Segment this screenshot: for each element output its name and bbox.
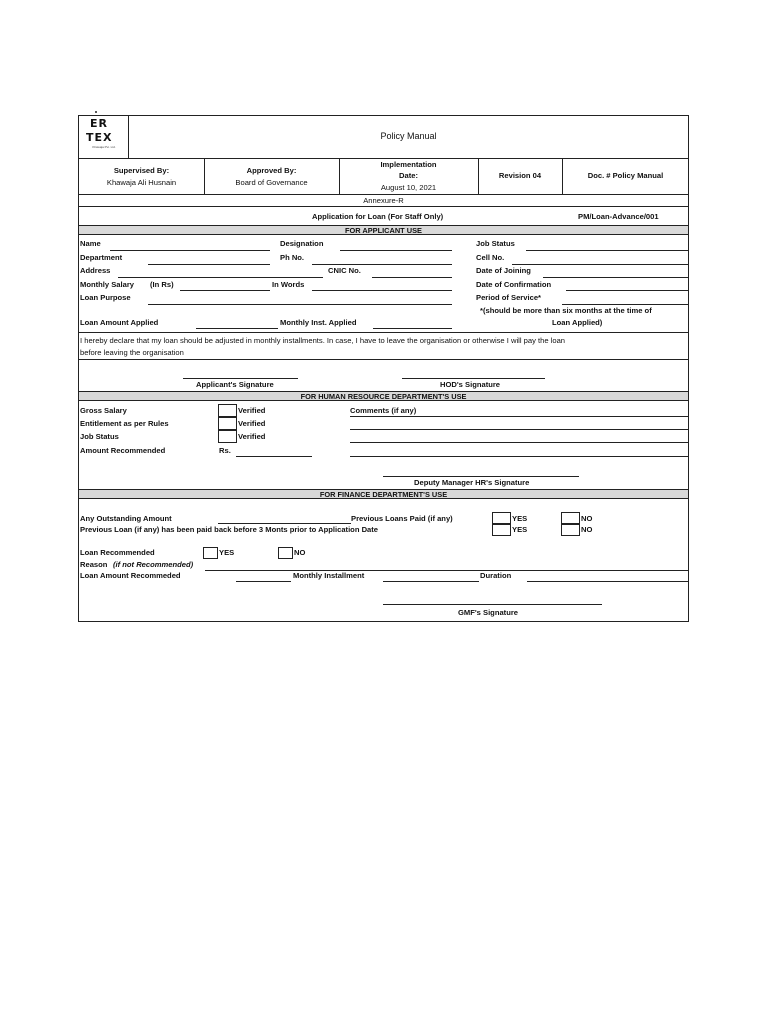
annexure: Annexure-R bbox=[363, 196, 404, 205]
loan-recommended-no-checkbox[interactable] bbox=[278, 547, 293, 559]
any-outstanding-label: Any Outstanding Amount bbox=[80, 514, 172, 523]
verified-label-1: Verified bbox=[238, 406, 266, 415]
loan-amount-recommended-field[interactable] bbox=[236, 581, 291, 582]
revision: Revision 04 bbox=[498, 171, 542, 180]
applicant-section-header: FOR APPLICANT USE bbox=[79, 225, 688, 235]
rs-label: Rs. bbox=[219, 446, 231, 455]
approved-label: Approved By: bbox=[246, 166, 297, 175]
period-note-1: *(should be more than six months at the time of bbox=[480, 306, 652, 315]
monthly-salary-label: Monthly Salary bbox=[80, 280, 135, 289]
designation-field[interactable] bbox=[340, 250, 452, 251]
comments-field-2[interactable] bbox=[350, 429, 688, 430]
prev-loans-paid-label: Previous Loans Paid (if any) bbox=[351, 514, 453, 523]
comments-field-4[interactable] bbox=[350, 456, 688, 457]
entitlement-label: Entitlement as per Rules bbox=[80, 419, 169, 428]
name-field[interactable] bbox=[110, 250, 270, 251]
hod-signature-label: HOD's Signature bbox=[440, 380, 501, 389]
monthly-salary-field[interactable] bbox=[180, 290, 270, 291]
cell-no-label: Cell No. bbox=[476, 253, 505, 262]
reason-note: (if not Recommended) bbox=[113, 560, 194, 569]
hod-signature-line[interactable] bbox=[402, 378, 545, 379]
date-confirmation-label: Date of Confirmation bbox=[476, 280, 552, 289]
impl-date: August 10, 2021 bbox=[380, 183, 437, 192]
declaration-line-1: I hereby declare that my loan should be adjusted in monthly installments. In case, I have to leave the organisation or otherwise I will pay the loan bbox=[80, 336, 566, 345]
prev-loan-back-yes-label: YES bbox=[512, 525, 528, 534]
supervised-value: Khawaja Ali Husnain bbox=[106, 178, 177, 187]
hr-job-status-label: Job Status bbox=[80, 432, 119, 441]
document-title: Policy Manual bbox=[380, 131, 437, 141]
declaration-bottom-line bbox=[78, 359, 689, 360]
cnic-label: CNIC No. bbox=[328, 266, 361, 275]
prev-loan-back-no-checkbox[interactable] bbox=[561, 524, 580, 536]
in-rs-label: (In Rs) bbox=[150, 280, 174, 289]
amount-recommended-field[interactable] bbox=[236, 456, 312, 457]
comments-field-3[interactable] bbox=[350, 442, 688, 443]
logo-line1: ER bbox=[90, 117, 108, 130]
logo-small-text: Khawaja Pvt. Ltd. bbox=[92, 145, 116, 149]
impl-label-1: Implementation bbox=[380, 160, 437, 169]
form-code: PM/Loan-Advance/001 bbox=[578, 212, 659, 221]
department-field[interactable] bbox=[148, 264, 270, 265]
monthly-installment-field[interactable] bbox=[383, 581, 479, 582]
approved-value: Board of Governance bbox=[235, 178, 308, 187]
gross-salary-label: Gross Salary bbox=[80, 406, 127, 415]
dm-signature-label: Deputy Manager HR's Signature bbox=[414, 478, 530, 487]
monthly-inst-applied-label: Monthly Inst. Applied bbox=[280, 318, 357, 327]
hr-section-header: FOR HUMAN RESOURCE DEPARTMENT'S USE bbox=[79, 391, 688, 401]
prev-loans-no-label: NO bbox=[581, 514, 593, 523]
page-dot bbox=[95, 111, 97, 113]
ph-no-label: Ph No. bbox=[280, 253, 305, 262]
prev-loan-back-yes-checkbox[interactable] bbox=[492, 524, 511, 536]
finance-section-header: FOR FINANCE DEPARTMENT'S USE bbox=[79, 489, 688, 499]
amount-recommended-label: Amount Recommended bbox=[80, 446, 166, 455]
verified-label-3: Verified bbox=[238, 432, 266, 441]
header-divider bbox=[78, 158, 689, 159]
comments-label: Comments (if any) bbox=[350, 406, 417, 415]
form-title: Application for Loan (For Staff Only) bbox=[312, 212, 444, 221]
period-service-field[interactable] bbox=[562, 304, 688, 305]
entitlement-checkbox[interactable] bbox=[218, 417, 237, 430]
gross-salary-checkbox[interactable] bbox=[218, 404, 237, 417]
monthly-installment-label: Monthly Installment bbox=[293, 571, 365, 580]
loan-purpose-field[interactable] bbox=[148, 304, 452, 305]
job-status-field[interactable] bbox=[526, 250, 688, 251]
loan-recommended-no-label: NO bbox=[294, 548, 306, 557]
duration-label: Duration bbox=[480, 571, 512, 580]
prev-loans-yes-label: YES bbox=[512, 514, 528, 523]
period-note-2: Loan Applied) bbox=[552, 318, 603, 327]
declaration-top-line bbox=[78, 332, 689, 333]
monthly-inst-applied-field[interactable] bbox=[373, 328, 452, 329]
ph-no-field[interactable] bbox=[312, 264, 452, 265]
duration-field[interactable] bbox=[527, 581, 688, 582]
reason-label: Reason bbox=[80, 560, 108, 569]
period-service-label: Period of Service* bbox=[476, 293, 541, 302]
address-field[interactable] bbox=[118, 277, 323, 278]
prev-loan-back-no-label: NO bbox=[581, 525, 593, 534]
comments-field-1[interactable] bbox=[350, 416, 688, 417]
loan-recommended-label: Loan Recommended bbox=[80, 548, 155, 557]
cell-no-field[interactable] bbox=[512, 264, 688, 265]
date-joining-label: Date of Joining bbox=[476, 266, 531, 275]
name-label: Name bbox=[80, 239, 101, 248]
applicant-signature-line[interactable] bbox=[183, 378, 298, 379]
gmf-signature-line[interactable] bbox=[383, 604, 602, 605]
header-col-divider-1 bbox=[204, 158, 205, 194]
loan-purpose-label: Loan Purpose bbox=[80, 293, 131, 302]
applicant-signature-label: Applicant's Signature bbox=[196, 380, 274, 389]
dm-signature-line[interactable] bbox=[383, 476, 579, 477]
cnic-field[interactable] bbox=[372, 277, 452, 278]
loan-recommended-yes-label: YES bbox=[219, 548, 235, 557]
any-outstanding-field[interactable] bbox=[218, 523, 351, 524]
department-label: Department bbox=[80, 253, 123, 262]
job-status-checkbox[interactable] bbox=[218, 430, 237, 443]
loan-amount-applied-label: Loan Amount Applied bbox=[80, 318, 159, 327]
reason-field[interactable] bbox=[205, 570, 688, 571]
impl-label-2: Date: bbox=[399, 171, 418, 180]
job-status-label: Job Status bbox=[476, 239, 515, 248]
logo-line2: TEX bbox=[86, 131, 113, 144]
date-confirmation-field[interactable] bbox=[566, 290, 688, 291]
doc-number: Doc. # Policy Manual bbox=[587, 171, 664, 180]
in-words-label: In Words bbox=[272, 280, 305, 289]
header-bottom-line bbox=[78, 194, 689, 195]
address-label: Address bbox=[80, 266, 111, 275]
verified-label-2: Verified bbox=[238, 419, 266, 428]
prev-loan-back-label: Previous Loan (if any) has been paid back before 3 Monts prior to Application Date bbox=[80, 525, 379, 534]
loan-recommended-yes-checkbox[interactable] bbox=[203, 547, 218, 559]
loan-amount-applied-field[interactable] bbox=[196, 328, 278, 329]
loan-amount-recommended-label: Loan Amount Recommeded bbox=[80, 571, 181, 580]
gmf-signature-label: GMF's Signature bbox=[458, 608, 519, 617]
company-logo bbox=[80, 117, 128, 157]
prev-loans-yes-checkbox[interactable] bbox=[492, 512, 511, 524]
prev-loans-no-checkbox[interactable] bbox=[561, 512, 580, 524]
designation-label: Designation bbox=[280, 239, 324, 248]
date-joining-field[interactable] bbox=[543, 277, 688, 278]
in-words-field[interactable] bbox=[312, 290, 452, 291]
annexure-line bbox=[78, 206, 689, 207]
supervised-label: Supervised By: bbox=[113, 166, 170, 175]
declaration-line-2: before leaving the organisation bbox=[80, 348, 184, 357]
